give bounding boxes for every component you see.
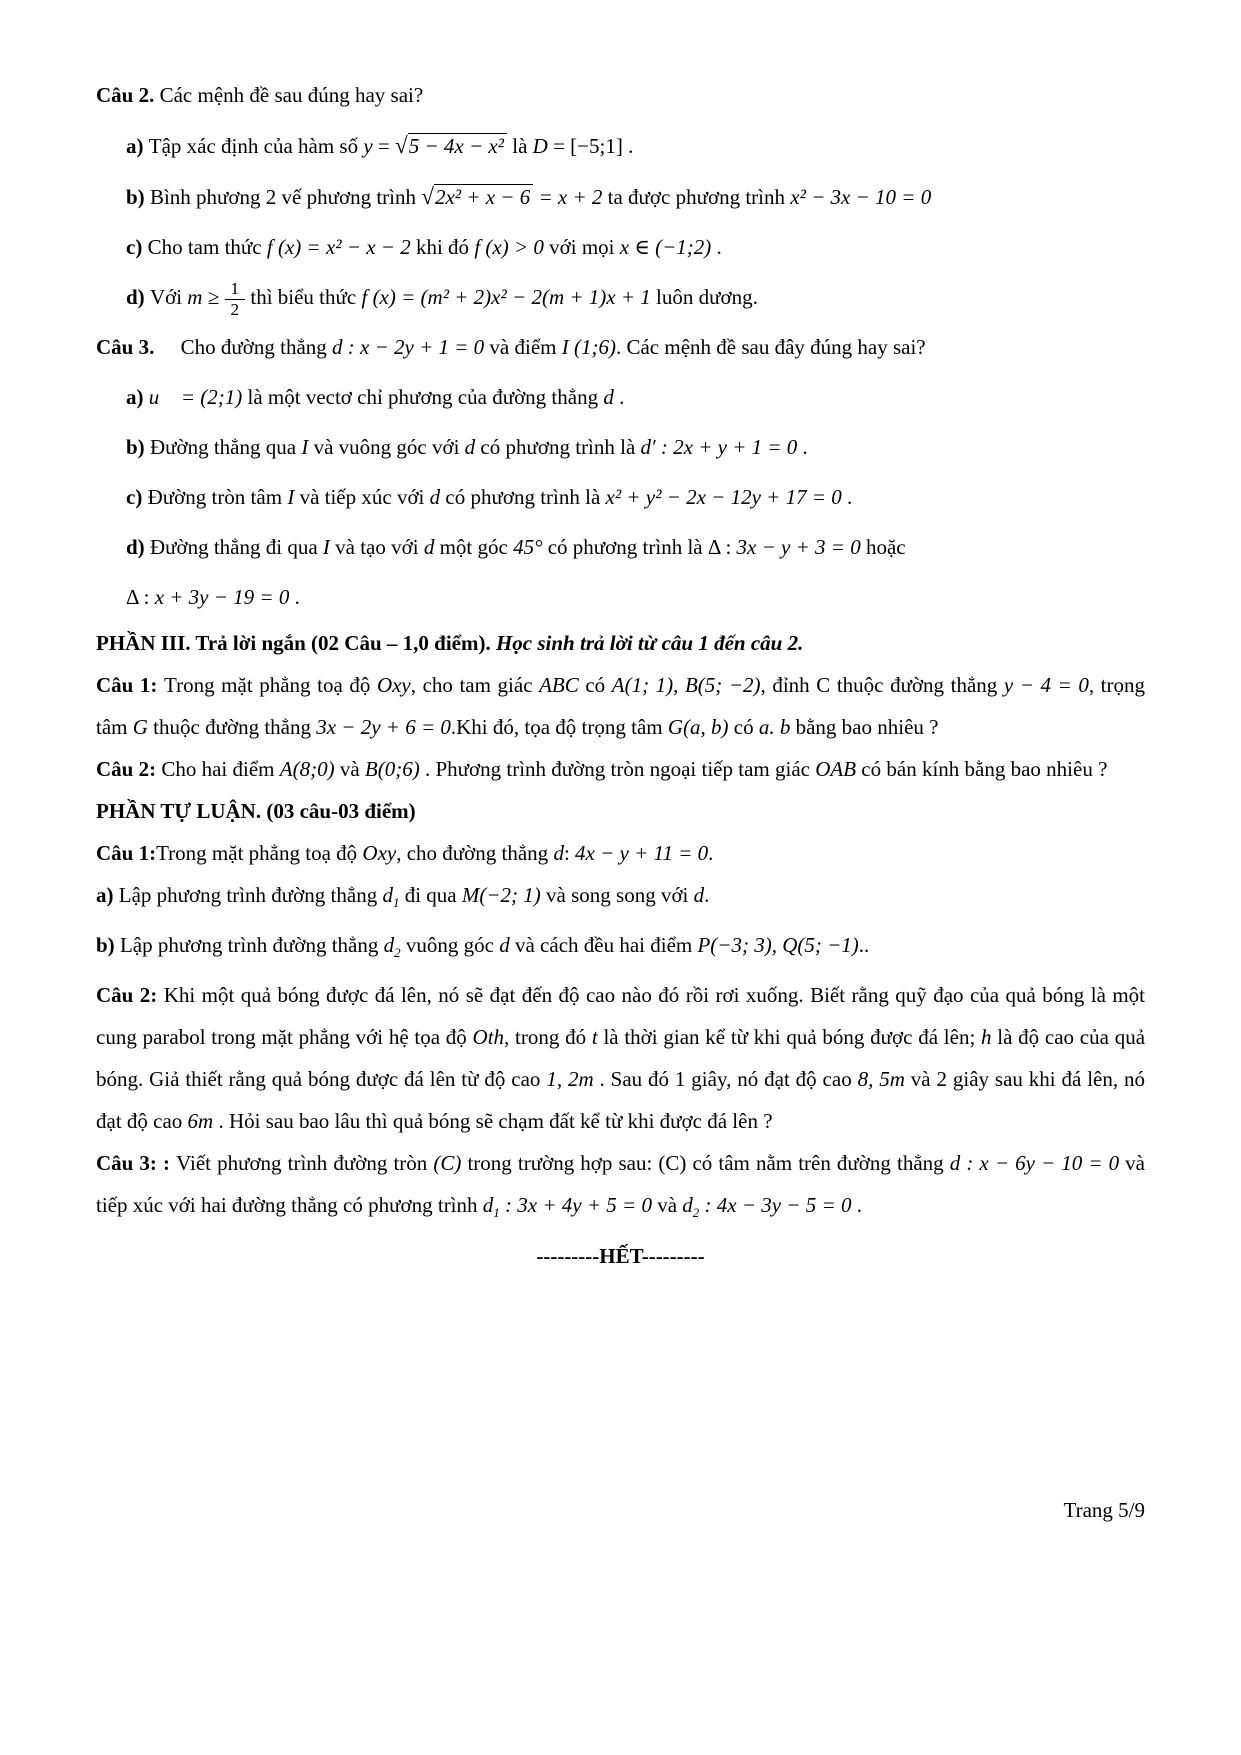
text-run: Học sinh trả lời từ câu 1 đến câu 2. <box>495 631 804 655</box>
text-run: $d_2$ <box>383 933 401 961</box>
text-run: Câu 2: <box>96 757 162 781</box>
text-run: f (x) = x² − x − 2 <box>266 235 411 259</box>
text-run: A(8;0) <box>279 757 335 781</box>
text-run: h <box>981 1025 992 1050</box>
text-run: = [−5;1] . <box>547 134 634 158</box>
text-run: x² − 3x − 10 = 0 <box>790 185 932 209</box>
text-run: Trong mặt phẳng toạ độ <box>156 841 363 865</box>
text-run: đi qua <box>399 883 462 907</box>
text-run: . <box>851 1193 862 1218</box>
end-marker <box>96 1235 1145 1277</box>
text-run: và <box>334 757 365 781</box>
text-run: t <box>591 1025 598 1050</box>
text-run: . <box>704 883 710 907</box>
text-run: vuông góc <box>400 933 500 958</box>
text-run: Tập xác định của hàm số <box>148 134 364 158</box>
text-run: Đường thẳng đi qua <box>149 535 323 559</box>
text-run: c) <box>126 485 148 509</box>
subscript: 1 <box>392 895 400 911</box>
text-run: là độ cao của quả bóng. Giả thiết rằng quả bóng được đá lên từ độ cao <box>96 1025 1146 1092</box>
text-run: Δ : <box>126 585 155 609</box>
text-run: và tạo với <box>329 535 424 559</box>
text-run: .. <box>858 933 870 958</box>
text-run: B(0;6) <box>364 757 420 781</box>
text-run: và <box>651 1193 683 1218</box>
text-run: Các mệnh đề sau đúng hay sai? <box>159 83 424 107</box>
text-run: Oxy <box>376 673 411 697</box>
text-run: Đường tròn tâm <box>147 485 288 509</box>
tuluan-cau3 <box>96 1142 1145 1234</box>
radical-expression <box>421 185 533 209</box>
text-run: Viết phương trình đường tròn <box>176 1151 434 1176</box>
text-run: với mọi <box>543 235 620 259</box>
text-run: Lập phương trình đường thẳng <box>118 883 383 907</box>
text-run: Lập phương trình đường thẳng <box>119 933 384 958</box>
text-run: G <box>132 715 148 739</box>
text-run: Câu 3. <box>96 335 155 359</box>
text-run: hoặc <box>860 535 906 559</box>
radicand: 2x² + x − 6 <box>434 184 533 209</box>
tuluan-cau1 <box>96 832 1145 874</box>
text-run: d : x − 2y + 1 = 0 <box>332 335 485 359</box>
text-run: 6m <box>187 1109 214 1134</box>
text-run: b) <box>126 185 150 209</box>
text-run: a) <box>126 134 149 158</box>
subscript: 1 <box>493 1205 500 1221</box>
text-run: a. b <box>758 715 791 739</box>
text-run: , cho đường thẳng <box>396 841 554 865</box>
phan3-cau1 <box>96 664 1145 748</box>
text-run: có bán kính bằng bao nhiêu ? <box>856 757 1108 781</box>
cau3-item-c <box>96 472 1145 522</box>
text-run: Câu 2. <box>96 83 160 107</box>
text-run: Cho tam thức <box>147 235 267 259</box>
text-run: có phương trình là Δ : <box>542 535 737 559</box>
text-run: I <box>287 485 295 509</box>
cau3-item-b <box>96 422 1145 472</box>
radical-sign: √ <box>395 132 408 158</box>
text-run: $d_1$ <box>482 1193 500 1221</box>
text-run: y − 4 = 0 <box>1003 673 1089 697</box>
text-run: Đường thẳng qua <box>149 435 302 459</box>
text-run: có phương trình là <box>440 485 606 509</box>
cau3-item-d <box>96 522 1145 572</box>
cau2-item-c <box>96 222 1145 272</box>
text-run: f (x) = (m² + 2)x² − 2(m + 1)x + 1 <box>361 285 651 309</box>
text-run: d <box>693 883 705 907</box>
text-run: Oth <box>472 1025 505 1050</box>
text-run: $d_2$ <box>682 1193 700 1221</box>
text-run: $d_1$ <box>382 883 400 911</box>
text-run: trong trường hợp sau: (C) có tâm nằm trên đường thẳng <box>461 1151 950 1176</box>
text-run: Cho đường thẳng <box>154 335 333 359</box>
text-run: , trong đó <box>504 1025 592 1050</box>
text-run: d <box>499 933 510 958</box>
text-run: là <box>506 134 533 158</box>
text-run: d <box>553 841 564 865</box>
cau3-item-a <box>96 372 1145 422</box>
text-run: và tiếp xúc với <box>294 485 430 509</box>
tuluan-cau1-b <box>96 924 1145 974</box>
text-run: G(a, b) <box>667 715 729 739</box>
radicand: 5 − 4x − x² <box>408 133 507 158</box>
text-run: Trong mặt phẳng toạ độ <box>164 673 377 697</box>
text-run: .Khi đó, tọa độ trọng tâm <box>450 715 668 739</box>
text-run: . <box>711 235 722 259</box>
text-run: 3x − y + 3 = 0 <box>736 535 861 559</box>
text-run: Bình phương 2 vế phương trình <box>149 185 422 209</box>
text-run: d <box>423 535 435 559</box>
text-run: x² + y² − 2x − 12y + 17 = 0 <box>605 485 842 509</box>
text-run: Câu 1: <box>96 673 164 697</box>
cau3-header <box>96 322 1145 372</box>
text-run: Khi một quả bóng được đá lên, nó sẽ đạt đến độ cao nào đó rồi rơi xuống. Biết rằng quỹ đạo của quả bóng là một cung parabol trong mặt phẳng với hệ tọa độ <box>96 983 1145 1050</box>
text-run: Câu 1: <box>96 841 157 865</box>
text-run: thuộc đường thẳng <box>147 715 317 739</box>
subscript: 2 <box>394 945 401 961</box>
text-run: b) <box>126 435 150 459</box>
phan3-cau2 <box>96 748 1145 790</box>
text-run: A(1; 1), B(5; −2) <box>611 673 761 697</box>
text-run: ABC <box>539 673 579 697</box>
radical-expression <box>395 134 507 158</box>
text-run: ta được phương trình <box>602 185 791 209</box>
text-run: f (x) > 0 <box>474 235 544 259</box>
text-run: và song song với <box>540 883 694 907</box>
text-run: . <box>708 841 714 865</box>
text-run: có <box>728 715 759 739</box>
text-run: Với <box>149 285 188 309</box>
text-run: bằng bao nhiêu ? <box>790 715 939 739</box>
text-run: . <box>289 585 300 609</box>
text-run: là một vectơ chỉ phương của đường thẳng <box>242 385 604 409</box>
text-run: . <box>613 385 625 409</box>
text-run: x + 3y − 19 = 0 <box>154 585 290 609</box>
text-run: , cho tam giác <box>410 673 540 697</box>
text-run: I (1;6) <box>561 335 616 359</box>
text-run: 3x − 2y + 6 = 0 <box>316 715 451 739</box>
text-run: PHẦN III. Trả lời ngắn (02 Câu – 1,0 điểm). <box>96 631 496 655</box>
text-run: x ∈ (−1;2) <box>619 235 712 259</box>
text-run: b) <box>96 933 120 958</box>
text-run: I <box>301 435 309 459</box>
text-run: . Phương trình đường tròn ngoại tiếp tam giác <box>419 757 816 781</box>
text-run: Câu 3: : <box>96 1151 177 1176</box>
text-run: y <box>363 134 373 158</box>
text-run: Oxy <box>362 841 397 865</box>
text-run: d <box>429 485 441 509</box>
text-run: , trọng tâm <box>96 673 1145 739</box>
text-run: m <box>187 285 203 309</box>
text-run: và cách đều hai điểm <box>509 933 698 958</box>
radical-sign: √ <box>421 183 434 209</box>
text-run: 1, 2m <box>546 1067 594 1092</box>
text-run: u⃗ = (2;1) <box>148 385 243 409</box>
subscript: 2 <box>692 1205 700 1221</box>
text-run: a) <box>96 883 119 907</box>
text-run: là thời gian kể từ khi quả bóng được đá lên; <box>597 1025 982 1050</box>
text-run: có phương trình là <box>475 435 641 459</box>
text-run: và 2 giây sau khi đá lên, nó đạt độ cao <box>96 1067 1146 1134</box>
text-run: khi đó <box>410 235 475 259</box>
text-run: 4x − y + 11 = 0 <box>575 841 709 865</box>
text-run: luôn dương. <box>650 285 758 309</box>
text-run: I <box>322 535 330 559</box>
text-run: d′ : 2x + y + 1 = 0 <box>640 435 798 459</box>
text-run: d : x − 6y − 10 = 0 <box>949 1151 1120 1176</box>
text-run: OAB <box>815 757 857 781</box>
text-run: và điểm <box>484 335 562 359</box>
page-number: Trang 5/9 <box>1063 1498 1145 1522</box>
tuluan-header <box>96 790 1145 832</box>
text-run: , đỉnh C thuộc đường thẳng <box>760 673 1004 697</box>
text-run: : 3x + 4y + 5 = 0 <box>499 1193 652 1218</box>
text-run: một góc <box>434 535 514 559</box>
text-run: d <box>603 385 614 409</box>
text-run: c) <box>126 235 148 259</box>
text-run: . Sau đó 1 giây, nó đạt độ cao <box>593 1067 858 1092</box>
text-run: . Hỏi sau bao lâu thì quả bóng sẽ chạm đất kể từ khi được đá lên ? <box>213 1109 773 1134</box>
text-run: d <box>464 435 476 459</box>
text-run: P(−3; 3), Q(5; −1) <box>697 933 859 958</box>
text-run: và tiếp xúc với hai đường thẳng có phương trình <box>96 1151 1146 1218</box>
cau3-item-d-cont <box>96 572 1145 622</box>
text-run: có <box>578 673 612 697</box>
fraction-denominator: 2 <box>225 299 246 320</box>
tuluan-cau2 <box>96 974 1145 1142</box>
text-run: : 4x − 3y − 5 = 0 <box>699 1193 852 1218</box>
text-run: thì biểu thức <box>245 285 362 309</box>
text-run: = <box>372 134 396 158</box>
tuluan-cau1-a <box>96 874 1145 924</box>
text-run: M(−2; 1) <box>461 883 541 907</box>
text-run: . <box>841 485 853 509</box>
text-run: d) <box>126 535 150 559</box>
text-run: . Các mệnh đề sau đây đúng hay sai? <box>615 335 926 359</box>
phan3-header <box>96 622 1145 664</box>
text-run: (C) <box>433 1151 462 1176</box>
text-run: a) <box>126 385 149 409</box>
text-run: Câu 2: <box>96 983 164 1008</box>
text-run: PHẦN TỰ LUẬN. (03 câu-03 điểm) <box>96 799 416 823</box>
text-run: và vuông góc với <box>308 435 465 459</box>
fraction <box>225 279 246 320</box>
text-run: 45° <box>513 535 543 559</box>
cau2-item-b <box>96 171 1145 222</box>
cau2-item-a <box>96 120 1145 171</box>
cau2-header <box>96 70 1145 120</box>
text-run: ---------HẾT--------- <box>536 1243 705 1268</box>
text-run: 8, 5m <box>857 1067 905 1092</box>
document-content <box>96 70 1145 1277</box>
text-run: D <box>532 134 548 158</box>
text-run: . <box>797 435 808 459</box>
fraction-numerator: 1 <box>230 278 240 298</box>
cau2-item-d <box>96 272 1145 322</box>
text-run: ≥ <box>202 285 225 309</box>
text-run: : <box>563 841 576 865</box>
text-run: d) <box>126 285 150 309</box>
text-run: = x + 2 <box>533 185 603 209</box>
text-run: Cho hai điểm <box>161 757 280 781</box>
